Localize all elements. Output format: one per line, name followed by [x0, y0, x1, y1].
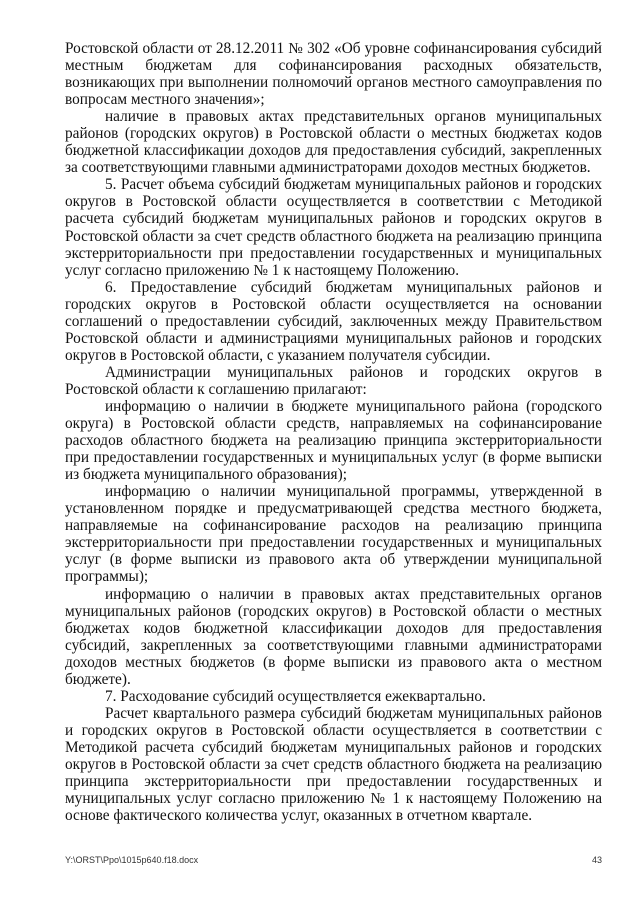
page-number: 43	[591, 855, 602, 865]
paragraph-attachment-legal-acts-info: информацию о наличии в правовых актах представительных органов муниципальных районов (городских округов) в Ростовской области о местных бюджетах кодов бюджетной классификации доходов для предоставления субсидий, закрепленных за соответствующими главными администраторами доходов местных бюджетов (в форме выписки из правового акта о местном бюджете).	[65, 585, 602, 688]
paragraph-attachments-intro: Администрации муниципальных районов и городских округов в Ростовской области к соглашению прилагают:	[65, 363, 602, 398]
paragraph-attachment-budget-info: информацию о наличии в бюджете муниципального района (городского округа) в Ростовской области средств, направляемых на софинансирование расходов областного бюджета на реализацию принципа экстерриториальности при предоставлении государственных и муниципальных услуг (в форме выписки из бюджета муниципального образования);	[65, 397, 602, 484]
footer-file-path: Y:\ORST\Ppo\1015p640.f18.docx	[65, 855, 199, 865]
paragraph-attachment-program-info: информацию о наличии муниципальной программы, утвержденной в установленном порядке и предусматривающей средства местного бюджета, направляемые на софинансирование расходов на реализацию принципа экстерриториальности при предоставлении государственных и муниципальных услуг (в форме выписки из правового акта об утверждении муниципальной программы);	[65, 483, 602, 586]
paragraph-item-7: 7. Расходование субсидий осуществляется ежеквартально.	[105, 687, 486, 705]
paragraph-continuation: Ростовской области от 28.12.2011 № 302 «Об уровне софинансирования субсидий местным бюджетам для софинансирования расходных обязательств, возникающих при выполнении полномочий органов местного самоуправления по вопросам местного значения»;	[65, 40, 602, 109]
paragraph-item-5: 5. Расчет объема субсидий бюджетам муниципальных районов и городских округов в Ростовской области осуществляется в соответствии с Методикой расчета субсидий бюджетам муниципальных районов и городских округов в Ростовской области за счет средств областного бюджета на реализацию принципа экстерриториальности при предоставлении государственных и муниципальных услуг согласно приложению № 1 к настоящему Положению.	[65, 176, 602, 279]
document-page	[65, 40, 602, 824]
paragraph-budget-codes: наличие в правовых актах представительных органов муниципальных районов (городских округов) в Ростовской области о местных бюджетах кодов бюджетной классификации доходов для предоставления субсидий, закрепленных за соответствующими главными администраторами доходов местных бюджетов.	[65, 108, 602, 177]
paragraph-item-6: 6. Предоставление субсидий бюджетам муниципальных районов и городских округов в Ростовской области осуществляется на основании соглашений о предоставлении субсидий, заключенных между Правительством Ростовской области и администрациями муниципальных районов и городских округов в Ростовской области, с указанием получателя субсидии.	[65, 278, 602, 364]
paragraph-quarterly-calculation: Расчет квартального размера субсидий бюджетам муниципальных районов и городских округов в Ростовской области осуществляется в соответствии с Методикой расчета субсидий бюджетам муниципальных районов и городских округов в Ростовской области за счет средств областного бюджета на реализацию принципа экстерриториальности при предоставлении государственных и муниципальных услуг согласно приложению № 1 к настоящему Положению на основе фактического количества услуг, оказанных в отчетном квартале.	[65, 704, 602, 825]
